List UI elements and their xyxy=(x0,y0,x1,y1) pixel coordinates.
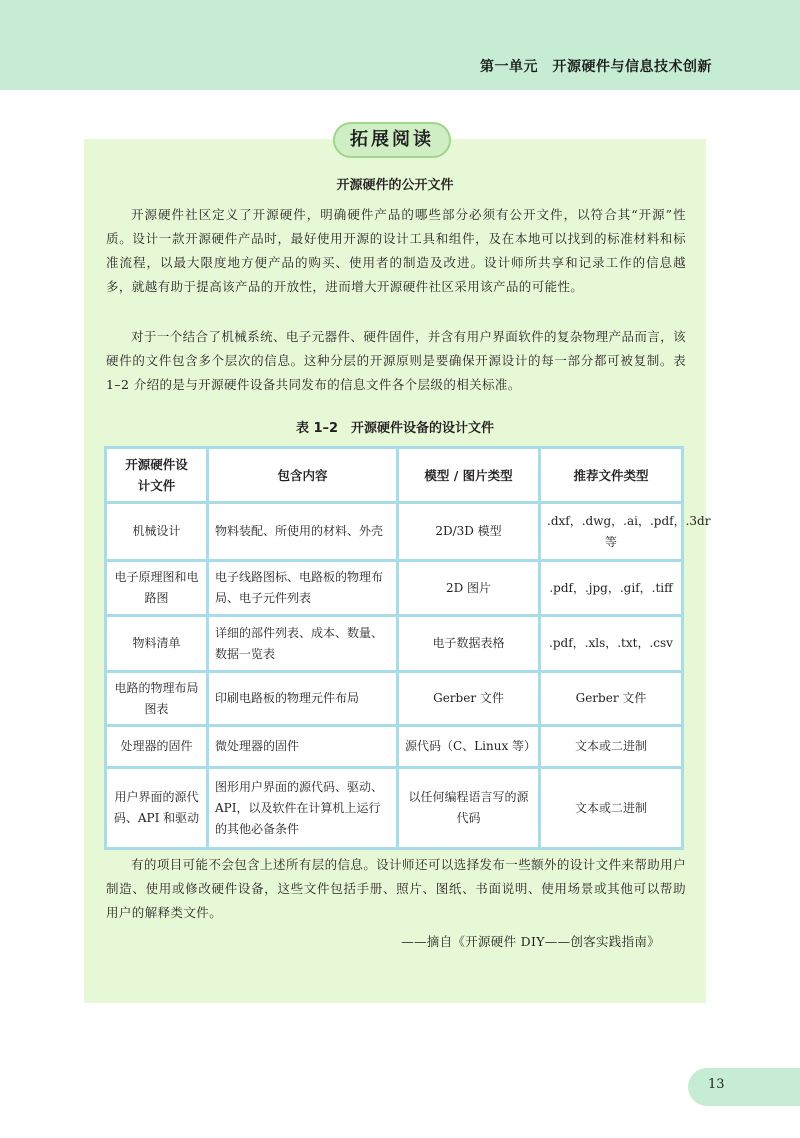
table-cell: 文本或二进制 xyxy=(574,800,647,815)
table-row xyxy=(107,617,681,673)
table-row xyxy=(107,673,681,727)
header-cell: 开源硬件设计文件 xyxy=(107,449,209,504)
table-row xyxy=(107,769,681,847)
table-cell: 图形用户界面的源代码、驱动、API，以及软件在计算机上运行的其他必备条件 xyxy=(209,769,399,847)
table-row xyxy=(107,727,681,769)
paragraph-1: 开源硬件社区定义了开源硬件，明确硬件产品的哪些部分必须有公开文件，以符合其“开源”性质。设计一款开源硬件产品时，最好使用开源的设计工具和组件，及在本地可以找到的标准材料和标准流程，以最大限度地方便产品的购买、使用者的制造及改进。设计师所共享和记录工作的信息越多，就越有助于提高该产品的开放性，进而增大开源硬件社区采用该产品的可能性。 xyxy=(106,207,686,294)
article-title: 开源硬件的公开文件 xyxy=(336,178,454,193)
page-number-tab xyxy=(688,1068,800,1106)
table-cell: 详细的部件列表、成本、数量、数据一览表 xyxy=(209,617,399,673)
paragraph-2: 对于一个结合了机械系统、电子元器件、硬件固件，并含有用户界面软件的复杂物理产品而言，该硬件的文件包含多个层次的信息。这种分层的开源原则是要确保开源设计的每一部分都可被复制。表 1–2 介绍的是与开源硬件设备共同发布的信息文件各个层级的相关标准。 xyxy=(106,329,686,392)
table-caption: 表 1–2 开源硬件设备的设计文件 xyxy=(295,421,495,436)
table-row xyxy=(107,562,681,617)
table-cell: 机械设计 xyxy=(107,504,209,562)
table-header-row xyxy=(107,449,681,504)
table-cell: .pdf，.jpg，.gif，.tiff xyxy=(541,562,681,617)
table-cell: 印刷电路板的物理元件布局 xyxy=(209,673,399,727)
table-cell: .dxf，.dwg，.ai，.pdf，.3dr 等 xyxy=(541,504,681,562)
unit-title: 第一单元 开源硬件与信息技术创新 xyxy=(480,59,712,75)
table-cell: 用户界面的源代码、API 和驱动 xyxy=(107,769,209,847)
table-cell: 微处理器的固件 xyxy=(209,727,399,769)
table-cell: .pdf，.xls，.txt，.csv xyxy=(541,617,681,673)
extended-reading-badge: 拓展阅读 xyxy=(333,122,451,158)
table-cell: 物料装配、所使用的材料、外壳 xyxy=(209,504,399,562)
table-cell: 电路的物理布局图表 xyxy=(107,673,209,727)
table-cell: 2D/3D 模型 xyxy=(399,504,541,562)
design-files-table xyxy=(104,446,711,850)
table-cell: 文本或二进制 xyxy=(541,727,681,769)
table-row xyxy=(107,504,681,562)
paragraph-3: 有的项目可能不会包含上述所有层的信息。设计师还可以选择发布一些额外的设计文件来帮助用户制造、使用或修改硬件设备，这些文件包括手册、照片、图纸、书面说明、使用场景或其他可以帮助用户的解释类文件。 xyxy=(106,857,686,920)
table-cell: Gerber 文件 xyxy=(399,673,541,727)
table-cell: 物料清单 xyxy=(107,617,209,673)
table-cell: 电子原理图和电路图 xyxy=(107,562,209,617)
table-cell: Gerber 文件 xyxy=(541,673,681,727)
table-cell: 电子数据表格 xyxy=(399,617,541,673)
header-band xyxy=(0,0,800,90)
table-cell: 电子线路图标、电路板的物理布局、电子元件列表 xyxy=(209,562,399,617)
table-cell: 2D 图片 xyxy=(399,562,541,617)
header-cell: 包含内容 xyxy=(209,449,399,504)
page-number: 13 xyxy=(708,1077,725,1092)
header-cell: 模型 / 图片类型 xyxy=(399,449,541,504)
table-cell: 处理器的固件 xyxy=(107,727,209,769)
source-attribution: ——摘自《开源硬件 DIY——创客实践指南》 xyxy=(401,934,660,949)
table-cell: 以任何编程语言写的源代码 xyxy=(399,769,541,847)
header-cell: 推荐文件类型 xyxy=(541,449,681,504)
table-cell: 源代码（C、Linux 等） xyxy=(399,727,541,769)
